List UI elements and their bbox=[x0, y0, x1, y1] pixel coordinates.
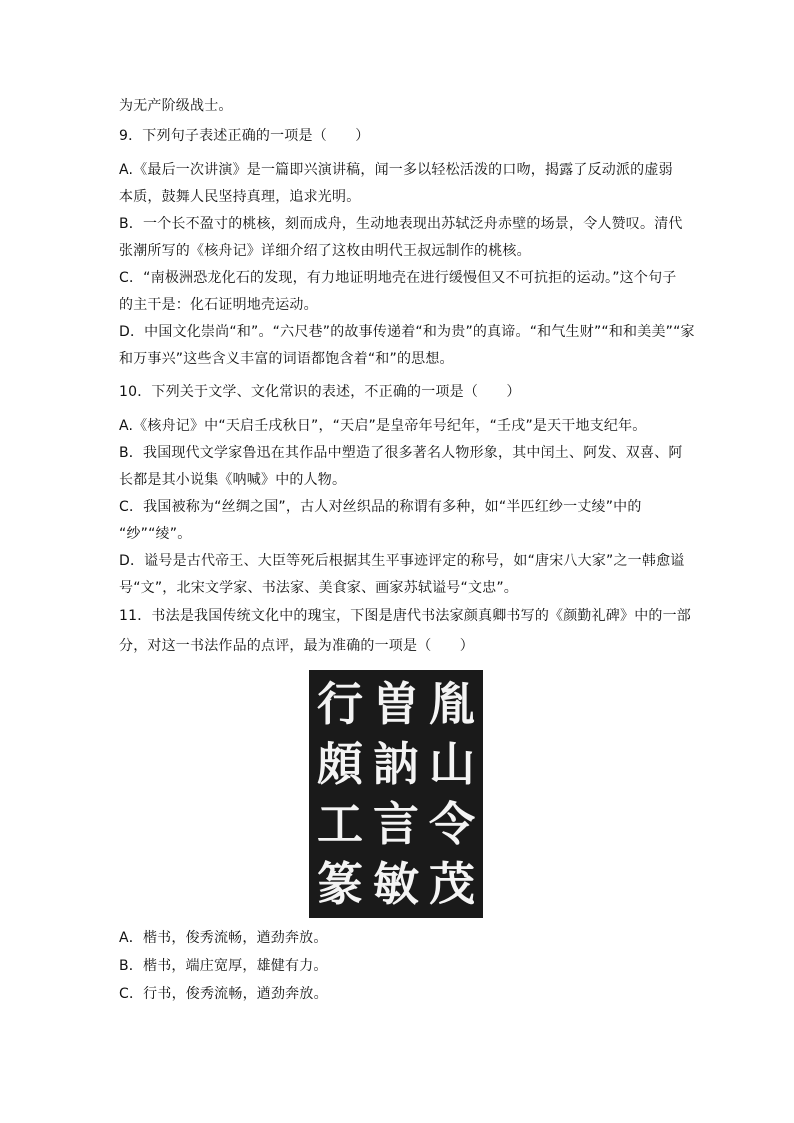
calligraphy-character: 言 bbox=[373, 797, 419, 851]
calligraphy-character: 胤 bbox=[429, 677, 475, 731]
text-line-q9d2: 和万事兴”这些含义丰富的词语都饱含着“和”的思想。 bbox=[119, 351, 454, 367]
calligraphy-character: 行 bbox=[317, 677, 363, 731]
text-line-q9a1: A.《最后一次讲演》是一篇即兴演讲稿，闻一多以轻松活泼的口吻，揭露了反动派的虚弱 bbox=[119, 162, 673, 178]
text-line-l1: 为无产阶级战士。 bbox=[119, 98, 233, 114]
text-line-q10d1: D．谥号是古代帝王、大臣等死后根据其生平事迹评定的称号，如“唐宋八大家”之一韩愈谥 bbox=[119, 553, 685, 569]
calligraphy-character: 茂 bbox=[429, 857, 475, 911]
calligraphy-character: 曽 bbox=[373, 677, 419, 731]
calligraphy-character: 頗 bbox=[317, 737, 363, 791]
text-line-q11oa: A．楷书，俊秀流畅，遒劲奔放。 bbox=[119, 930, 328, 946]
text-line-q10c2: “纱”“绫”。 bbox=[119, 526, 192, 542]
calligraphy-character: 工 bbox=[317, 797, 363, 851]
calligraphy-character: 篆 bbox=[317, 857, 363, 911]
calligraphy-character: 訥 bbox=[373, 737, 419, 791]
text-line-q11oc: C．行书，俊秀流畅，遒劲奔放。 bbox=[119, 986, 328, 1002]
text-line-q10b1: B．我国现代文学家鲁迅在其作品中塑造了很多著名人物形象，其中闰土、阿发、双喜、阿 bbox=[119, 445, 683, 461]
text-line-q11b: 分，对这一书法作品的点评，最为准确的一项是（ ） bbox=[119, 638, 474, 654]
text-line-q10: 10．下列关于文学、文化常识的表述，不正确的一项是（ ） bbox=[119, 384, 521, 400]
text-line-q11a: 11．书法是我国传统文化中的瑰宝，下图是唐代书法家颜真卿书写的《颜勤礼碑》中的一部 bbox=[119, 608, 692, 624]
text-line-q10b2: 长都是其小说集《呐喊》中的人物。 bbox=[119, 472, 347, 488]
text-line-q9c2: 的主干是：化石证明地壳运动。 bbox=[119, 297, 318, 313]
calligraphy-character: 山 bbox=[429, 737, 475, 791]
calligraphy-character: 令 bbox=[429, 797, 475, 851]
calligraphy-column-2 bbox=[369, 676, 423, 914]
text-line-q10c1: C．我国被称为“丝绸之国”，古人对丝织品的称谓有多种，如“半匹红纱一丈绫”中的 bbox=[119, 499, 642, 515]
text-line-q9c1: C．“南极洲恐龙化石的发现，有力地证明地壳在进行缓慢但又不可抗拒的运动。”这个句子 bbox=[119, 270, 677, 286]
text-line-q9: 9．下列句子表述正确的一项是（ ） bbox=[119, 128, 370, 144]
text-line-q9a2: 本质，鼓舞人民坚持真理，追求光明。 bbox=[119, 189, 361, 205]
calligraphy-rubbing-image bbox=[309, 670, 483, 918]
calligraphy-column-3 bbox=[425, 676, 479, 914]
text-line-q9b2: 张潮所写的《核舟记》详细介绍了这枚由明代王叔远制作的桃核。 bbox=[119, 243, 531, 259]
text-line-q9b1: B．一个长不盈寸的桃核，刻而成舟，生动地表现出苏轼泛舟赤壁的场景，令人赞叹。清代 bbox=[119, 216, 683, 232]
text-line-q10d2: 号“文”，北宋文学家、书法家、美食家、画家苏轼谥号“文忠”。 bbox=[119, 580, 519, 596]
text-line-q11ob: B．楷书，端庄宽厚，雄健有力。 bbox=[119, 958, 328, 974]
calligraphy-character: 敏 bbox=[373, 857, 419, 911]
text-line-q10a: A.《核舟记》中“天启壬戌秋日”，“天启”是皇帝年号纪年，“壬戌”是天干地支纪年。 bbox=[119, 418, 647, 434]
calligraphy-column-1 bbox=[313, 676, 367, 914]
text-line-q9d1: D．中国文化崇尚“和”。“六尺巷”的故事传递着“和为贵”的真谛。“和气生财”“和和美美”“家 bbox=[119, 324, 695, 340]
